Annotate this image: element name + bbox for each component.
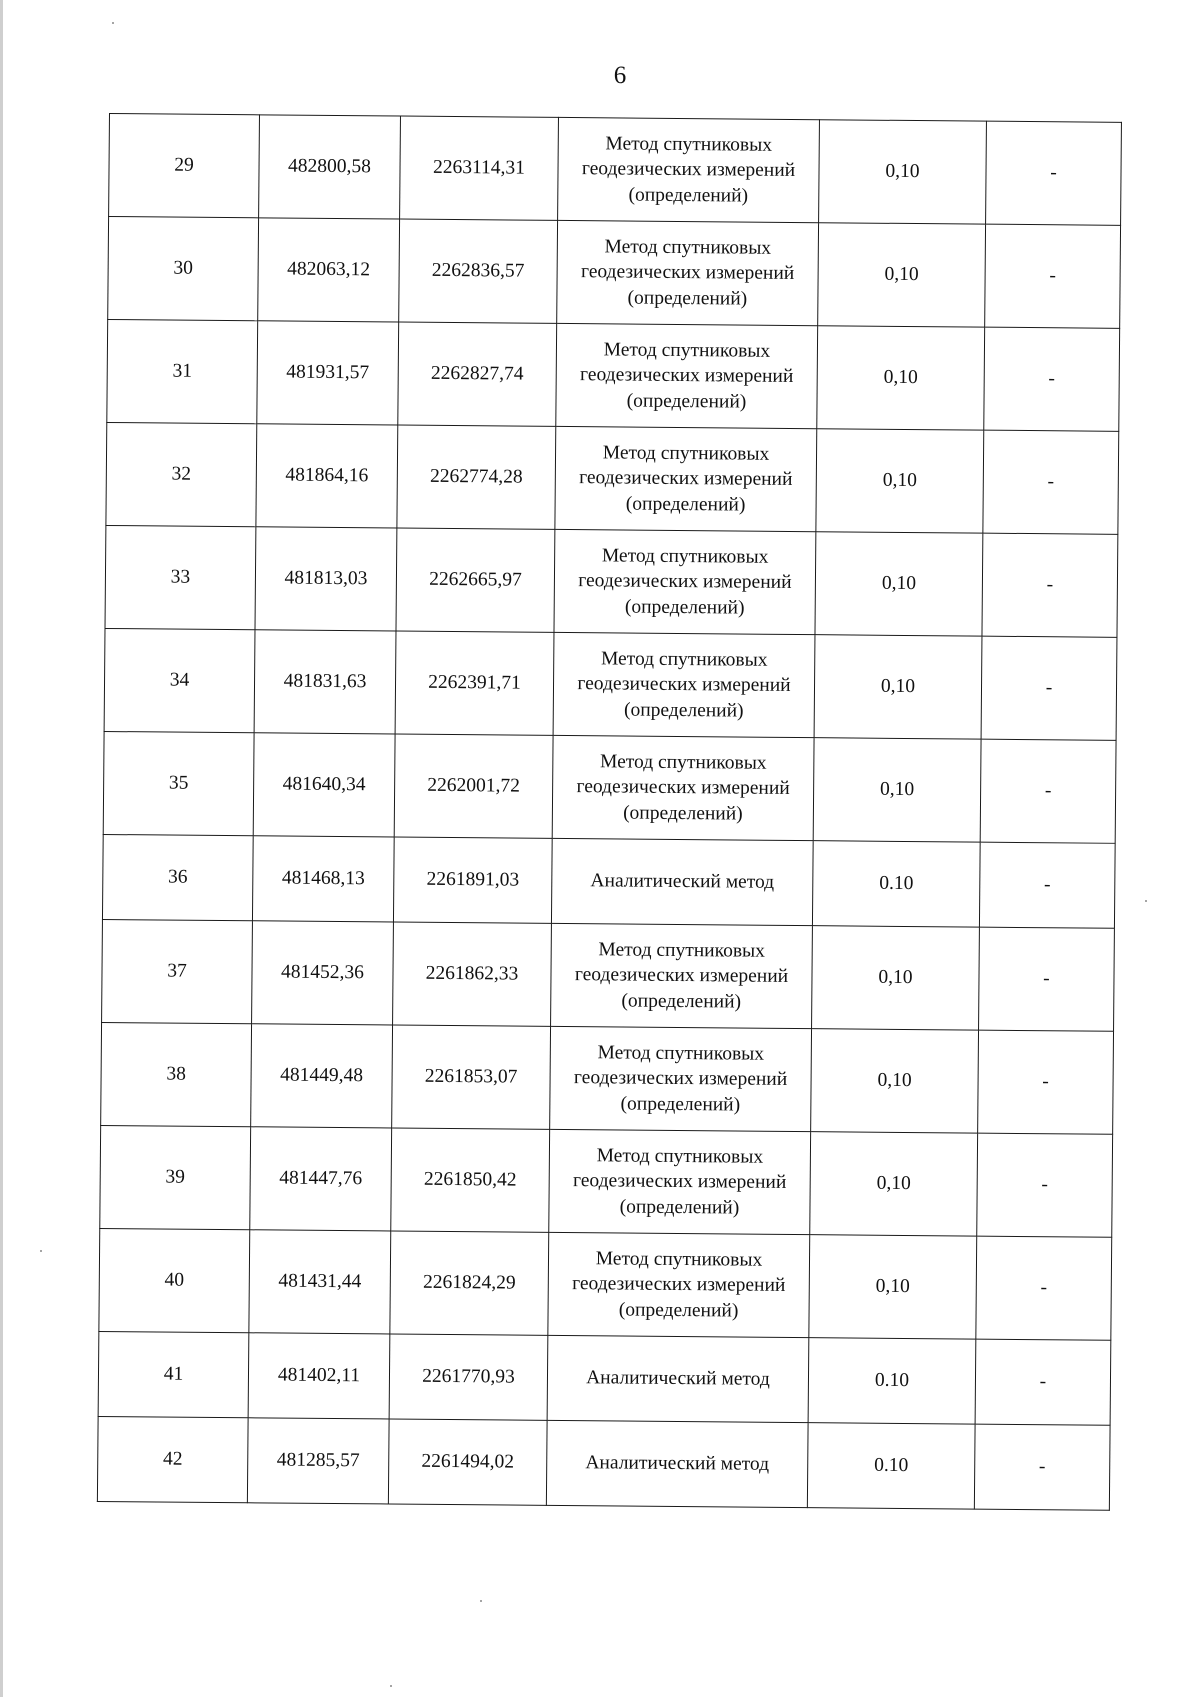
accuracy-cell: 0,10 <box>809 1235 977 1339</box>
accuracy-cell: 0.10 <box>812 841 980 927</box>
table-row <box>108 217 1121 329</box>
point-number-cell: 40 <box>99 1228 250 1332</box>
x-coordinate-cell: 481640,34 <box>253 733 395 837</box>
method-cell: Метод спутниковых геодезических измерений (определений) <box>551 923 813 1028</box>
table-row <box>104 628 1117 740</box>
point-number-cell: 39 <box>100 1125 251 1229</box>
method-cell: Метод спутниковых геодезических измерений (определений) <box>555 426 817 531</box>
y-coordinate-cell: 2262836,57 <box>399 219 558 323</box>
accuracy-cell: 0,10 <box>812 926 980 1030</box>
x-coordinate-cell: 481452,36 <box>252 921 394 1025</box>
method-cell: Метод спутниковых геодезических измерений (определений) <box>548 1232 810 1337</box>
description-cell: - <box>979 842 1115 928</box>
y-coordinate-cell: 2263114,31 <box>400 116 559 220</box>
accuracy-cell: 0,10 <box>813 738 981 842</box>
method-cell: Метод спутниковых геодезических измерений (определений) <box>550 1026 812 1131</box>
description-cell: - <box>975 1339 1111 1425</box>
y-coordinate-cell: 2262391,71 <box>395 631 554 735</box>
table-row <box>107 319 1120 431</box>
point-number-cell: 32 <box>106 422 257 526</box>
scan-speck <box>112 22 114 24</box>
x-coordinate-cell: 481402,11 <box>248 1333 390 1419</box>
x-coordinate-cell: 481813,03 <box>255 527 397 631</box>
description-cell: - <box>974 1424 1110 1510</box>
method-cell: Метод спутниковых геодезических измерений (определений) <box>558 117 820 222</box>
y-coordinate-cell: 2261891,03 <box>393 837 552 923</box>
description-cell: - <box>980 739 1116 843</box>
y-coordinate-cell: 2261853,07 <box>392 1025 551 1129</box>
scan-speck <box>480 1600 482 1602</box>
description-cell: - <box>979 927 1115 1031</box>
table-row <box>105 525 1118 637</box>
accuracy-cell: 0,10 <box>811 1029 979 1133</box>
table-row <box>99 1228 1112 1340</box>
description-cell: - <box>982 533 1118 637</box>
point-number-cell: 34 <box>104 628 255 732</box>
description-cell: - <box>986 121 1122 225</box>
y-coordinate-cell: 2262827,74 <box>398 322 557 426</box>
description-cell: - <box>978 1030 1114 1134</box>
table-row <box>102 919 1115 1031</box>
table-row <box>98 1331 1111 1425</box>
x-coordinate-cell: 481468,13 <box>252 836 394 922</box>
accuracy-cell: 0,10 <box>816 429 984 533</box>
y-coordinate-cell: 2262665,97 <box>396 528 555 632</box>
y-coordinate-cell: 2262001,72 <box>394 734 553 838</box>
point-number-cell: 30 <box>108 217 259 321</box>
accuracy-cell: 0.10 <box>807 1423 975 1509</box>
point-number-cell: 31 <box>107 319 258 423</box>
method-cell: Аналитический метод <box>551 838 813 925</box>
accuracy-cell: 0,10 <box>817 326 985 430</box>
table-row <box>102 834 1115 928</box>
table-row <box>101 1022 1114 1134</box>
description-cell: - <box>983 430 1119 534</box>
x-coordinate-cell: 481864,16 <box>256 424 398 528</box>
y-coordinate-cell: 2261494,02 <box>388 1419 547 1505</box>
scan-left-edge <box>0 0 3 1697</box>
scan-speck <box>40 1250 42 1252</box>
point-number-cell: 38 <box>101 1022 252 1126</box>
scan-speck <box>390 1685 392 1687</box>
x-coordinate-cell: 481931,57 <box>257 321 399 425</box>
table-row <box>109 114 1122 226</box>
accuracy-cell: 0,10 <box>818 223 986 327</box>
coordinates-table <box>97 113 1122 1511</box>
table-row <box>106 422 1119 534</box>
x-coordinate-cell: 481831,63 <box>254 630 396 734</box>
method-cell: Метод спутниковых геодезических измерений (определений) <box>552 735 814 840</box>
method-cell: Аналитический метод <box>546 1420 808 1507</box>
method-cell: Метод спутниковых геодезических измерений (определений) <box>554 529 816 634</box>
point-number-cell: 36 <box>102 834 253 920</box>
table-row <box>103 731 1116 843</box>
y-coordinate-cell: 2261770,93 <box>389 1334 548 1420</box>
description-cell: - <box>977 1133 1113 1237</box>
description-cell: - <box>976 1236 1112 1340</box>
page-number: 6 <box>613 62 627 89</box>
accuracy-cell: 0.10 <box>808 1338 976 1424</box>
table-row <box>100 1125 1113 1237</box>
method-cell: Метод спутниковых геодезических измерений (определений) <box>549 1129 811 1234</box>
scan-speck <box>1145 900 1147 902</box>
x-coordinate-cell: 482800,58 <box>259 115 401 219</box>
description-cell: - <box>981 636 1117 740</box>
y-coordinate-cell: 2262774,28 <box>397 425 556 529</box>
accuracy-cell: 0,10 <box>815 532 983 636</box>
method-cell: Метод спутниковых геодезических измерений (определений) <box>556 323 818 428</box>
y-coordinate-cell: 2261850,42 <box>391 1128 550 1232</box>
accuracy-cell: 0,10 <box>810 1132 978 1236</box>
coordinates-table-body <box>97 114 1121 1511</box>
method-cell: Аналитический метод <box>547 1335 809 1422</box>
y-coordinate-cell: 2261862,33 <box>393 922 552 1026</box>
point-number-cell: 35 <box>103 731 254 835</box>
point-number-cell: 29 <box>109 114 260 218</box>
x-coordinate-cell: 481285,57 <box>247 1418 389 1504</box>
description-cell: - <box>985 224 1121 328</box>
x-coordinate-cell: 481431,44 <box>249 1230 391 1334</box>
x-coordinate-cell: 481447,76 <box>250 1127 392 1231</box>
table-row <box>97 1416 1110 1510</box>
x-coordinate-cell: 482063,12 <box>258 218 400 322</box>
method-cell: Метод спутниковых геодезических измерений (определений) <box>557 220 819 325</box>
point-number-cell: 41 <box>98 1331 249 1417</box>
y-coordinate-cell: 2261824,29 <box>390 1231 549 1335</box>
accuracy-cell: 0,10 <box>819 120 987 224</box>
point-number-cell: 33 <box>105 525 256 629</box>
point-number-cell: 37 <box>102 919 253 1023</box>
method-cell: Метод спутниковых геодезических измерений (определений) <box>553 632 815 737</box>
x-coordinate-cell: 481449,48 <box>251 1024 393 1128</box>
point-number-cell: 42 <box>97 1416 248 1502</box>
accuracy-cell: 0,10 <box>814 635 982 739</box>
description-cell: - <box>984 327 1120 431</box>
